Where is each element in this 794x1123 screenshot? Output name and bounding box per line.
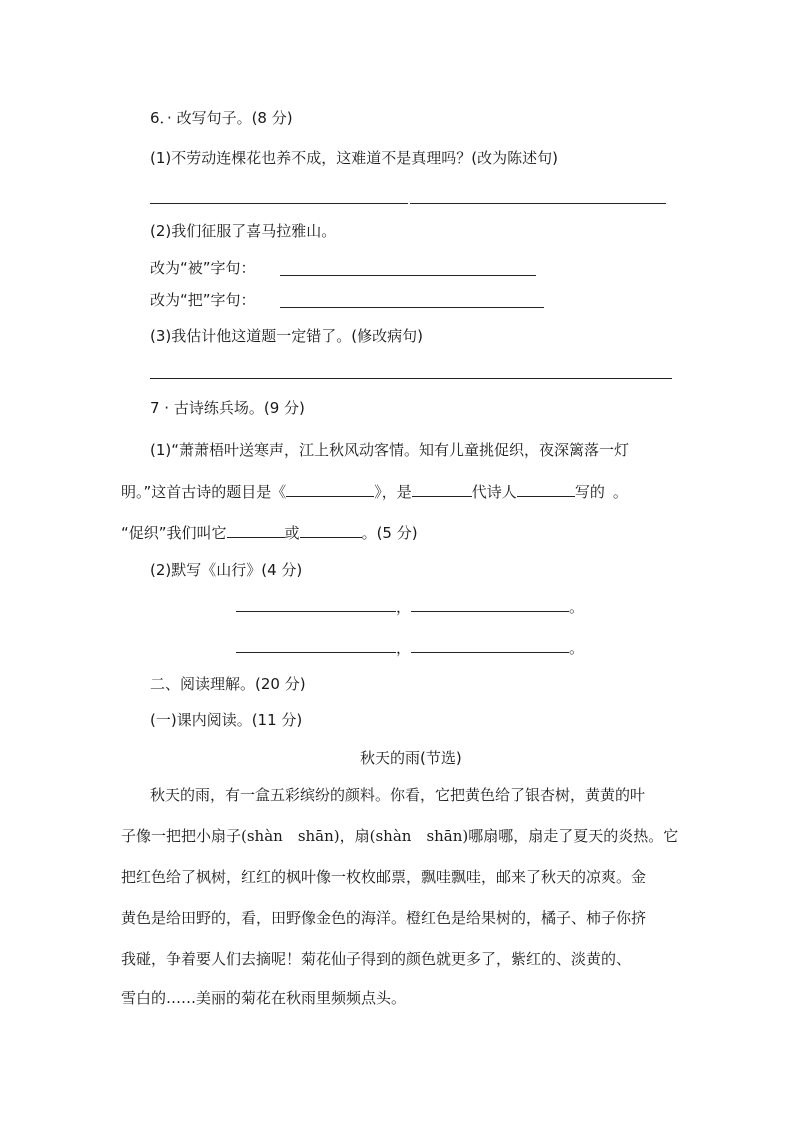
passage-line-2: 子像一把把小扇子(shàn shān)，扇(shàn shān)哪扇哪，扇走了夏天的炎热。它	[121, 827, 679, 845]
q6-answer-line-1a[interactable]	[150, 203, 408, 204]
q6-answer-line-1b[interactable]	[410, 203, 666, 204]
q7-part2: (2)默写《山行》(4 分)	[150, 561, 303, 579]
q7-title-blank[interactable]	[286, 481, 374, 497]
section2-sub1: (一)课内阅读。(11 分)	[150, 711, 303, 729]
q7-poem-row-2	[236, 637, 584, 658]
poem-comma-1: ，	[396, 598, 412, 616]
q7-text-poet: 代诗人	[471, 483, 517, 501]
q7-dynasty-blank[interactable]	[412, 481, 472, 497]
poem-blank-4[interactable]	[411, 637, 569, 653]
q6-ba-label: 改为“把”字句：	[150, 291, 256, 309]
q7-part1-line1: (1)“萧萧梧叶送寒声，江上秋风动客情。知有儿童挑促织，夜深篱落一灯	[150, 441, 630, 459]
passage-line-3: 把红色给了枫树，红红的枫叶像一枚枚邮票，飘哇飘哇，邮来了秋天的凉爽。金	[121, 868, 647, 886]
passage-line-4: 黄色是给田野的，看，田野像金色的海洋。橙红色是给果树的，橘子、柿子你挤	[121, 909, 647, 927]
poem-blank-1[interactable]	[236, 596, 396, 612]
poem-blank-2[interactable]	[411, 596, 569, 612]
passage-line-5: 我碰，争着要人们去摘呢！菊花仙子得到的颜色就更多了，紫红的、淡黄的、	[121, 950, 632, 968]
poem-comma-2: ，	[396, 639, 412, 657]
q7-text-title-prompt: 明。”这首古诗的题目是《	[121, 483, 287, 501]
section2-heading: 二、阅读理解。(20 分)	[150, 675, 306, 693]
poem-blank-3[interactable]	[236, 637, 396, 653]
q7-text-wrote: 写的	[574, 483, 605, 501]
passage-line-1: 秋天的雨，有一盒五彩缤纷的颜料。你看，它把黄色给了银杏树，黄黄的叶	[150, 786, 646, 804]
q6-bei-label: 改为“被”字句：	[150, 259, 256, 277]
poem-period-1: 。	[569, 598, 585, 616]
q6-part3: (3)我估计他这道题一定错了。(修改病句)	[150, 327, 423, 345]
q7-poet-blank[interactable]	[517, 481, 575, 497]
q6-heading: 6．· 改写句子。(8 分)	[150, 109, 293, 127]
q6-part1: (1)不劳动连棵花也养不成，这难道不是真理吗？(改为陈述句)	[150, 149, 558, 167]
q7-text-or: 或	[284, 524, 300, 542]
q7-text-period: 。	[612, 483, 628, 501]
q6-ba-answer-line[interactable]	[280, 307, 544, 308]
q6-bei-answer-line[interactable]	[280, 275, 536, 276]
passage-line-6: 雪白的……美丽的菊花在秋雨里频频点头。	[121, 989, 407, 1007]
q7-part1-line3	[121, 522, 418, 543]
q6-part3-answer-line[interactable]	[150, 378, 672, 379]
q7-poem-row-1	[236, 596, 584, 617]
q7-text-score: 。(5 分)	[361, 524, 418, 542]
q6-part2: (2)我们征服了喜马拉雅山。	[150, 222, 337, 240]
q7-heading: 7 · 古诗练兵场。(9 分)	[150, 399, 305, 417]
q7-text-cuzhi: “促织”我们叫它	[121, 524, 227, 542]
q7-text-is: 》，是	[374, 483, 412, 501]
passage-title: 秋天的雨(节选)	[360, 749, 462, 767]
q7-part1-line2	[121, 481, 628, 502]
q7-cuzhi-blank-2[interactable]	[300, 522, 362, 538]
q7-cuzhi-blank-1[interactable]	[227, 522, 285, 538]
poem-period-2: 。	[569, 639, 585, 657]
